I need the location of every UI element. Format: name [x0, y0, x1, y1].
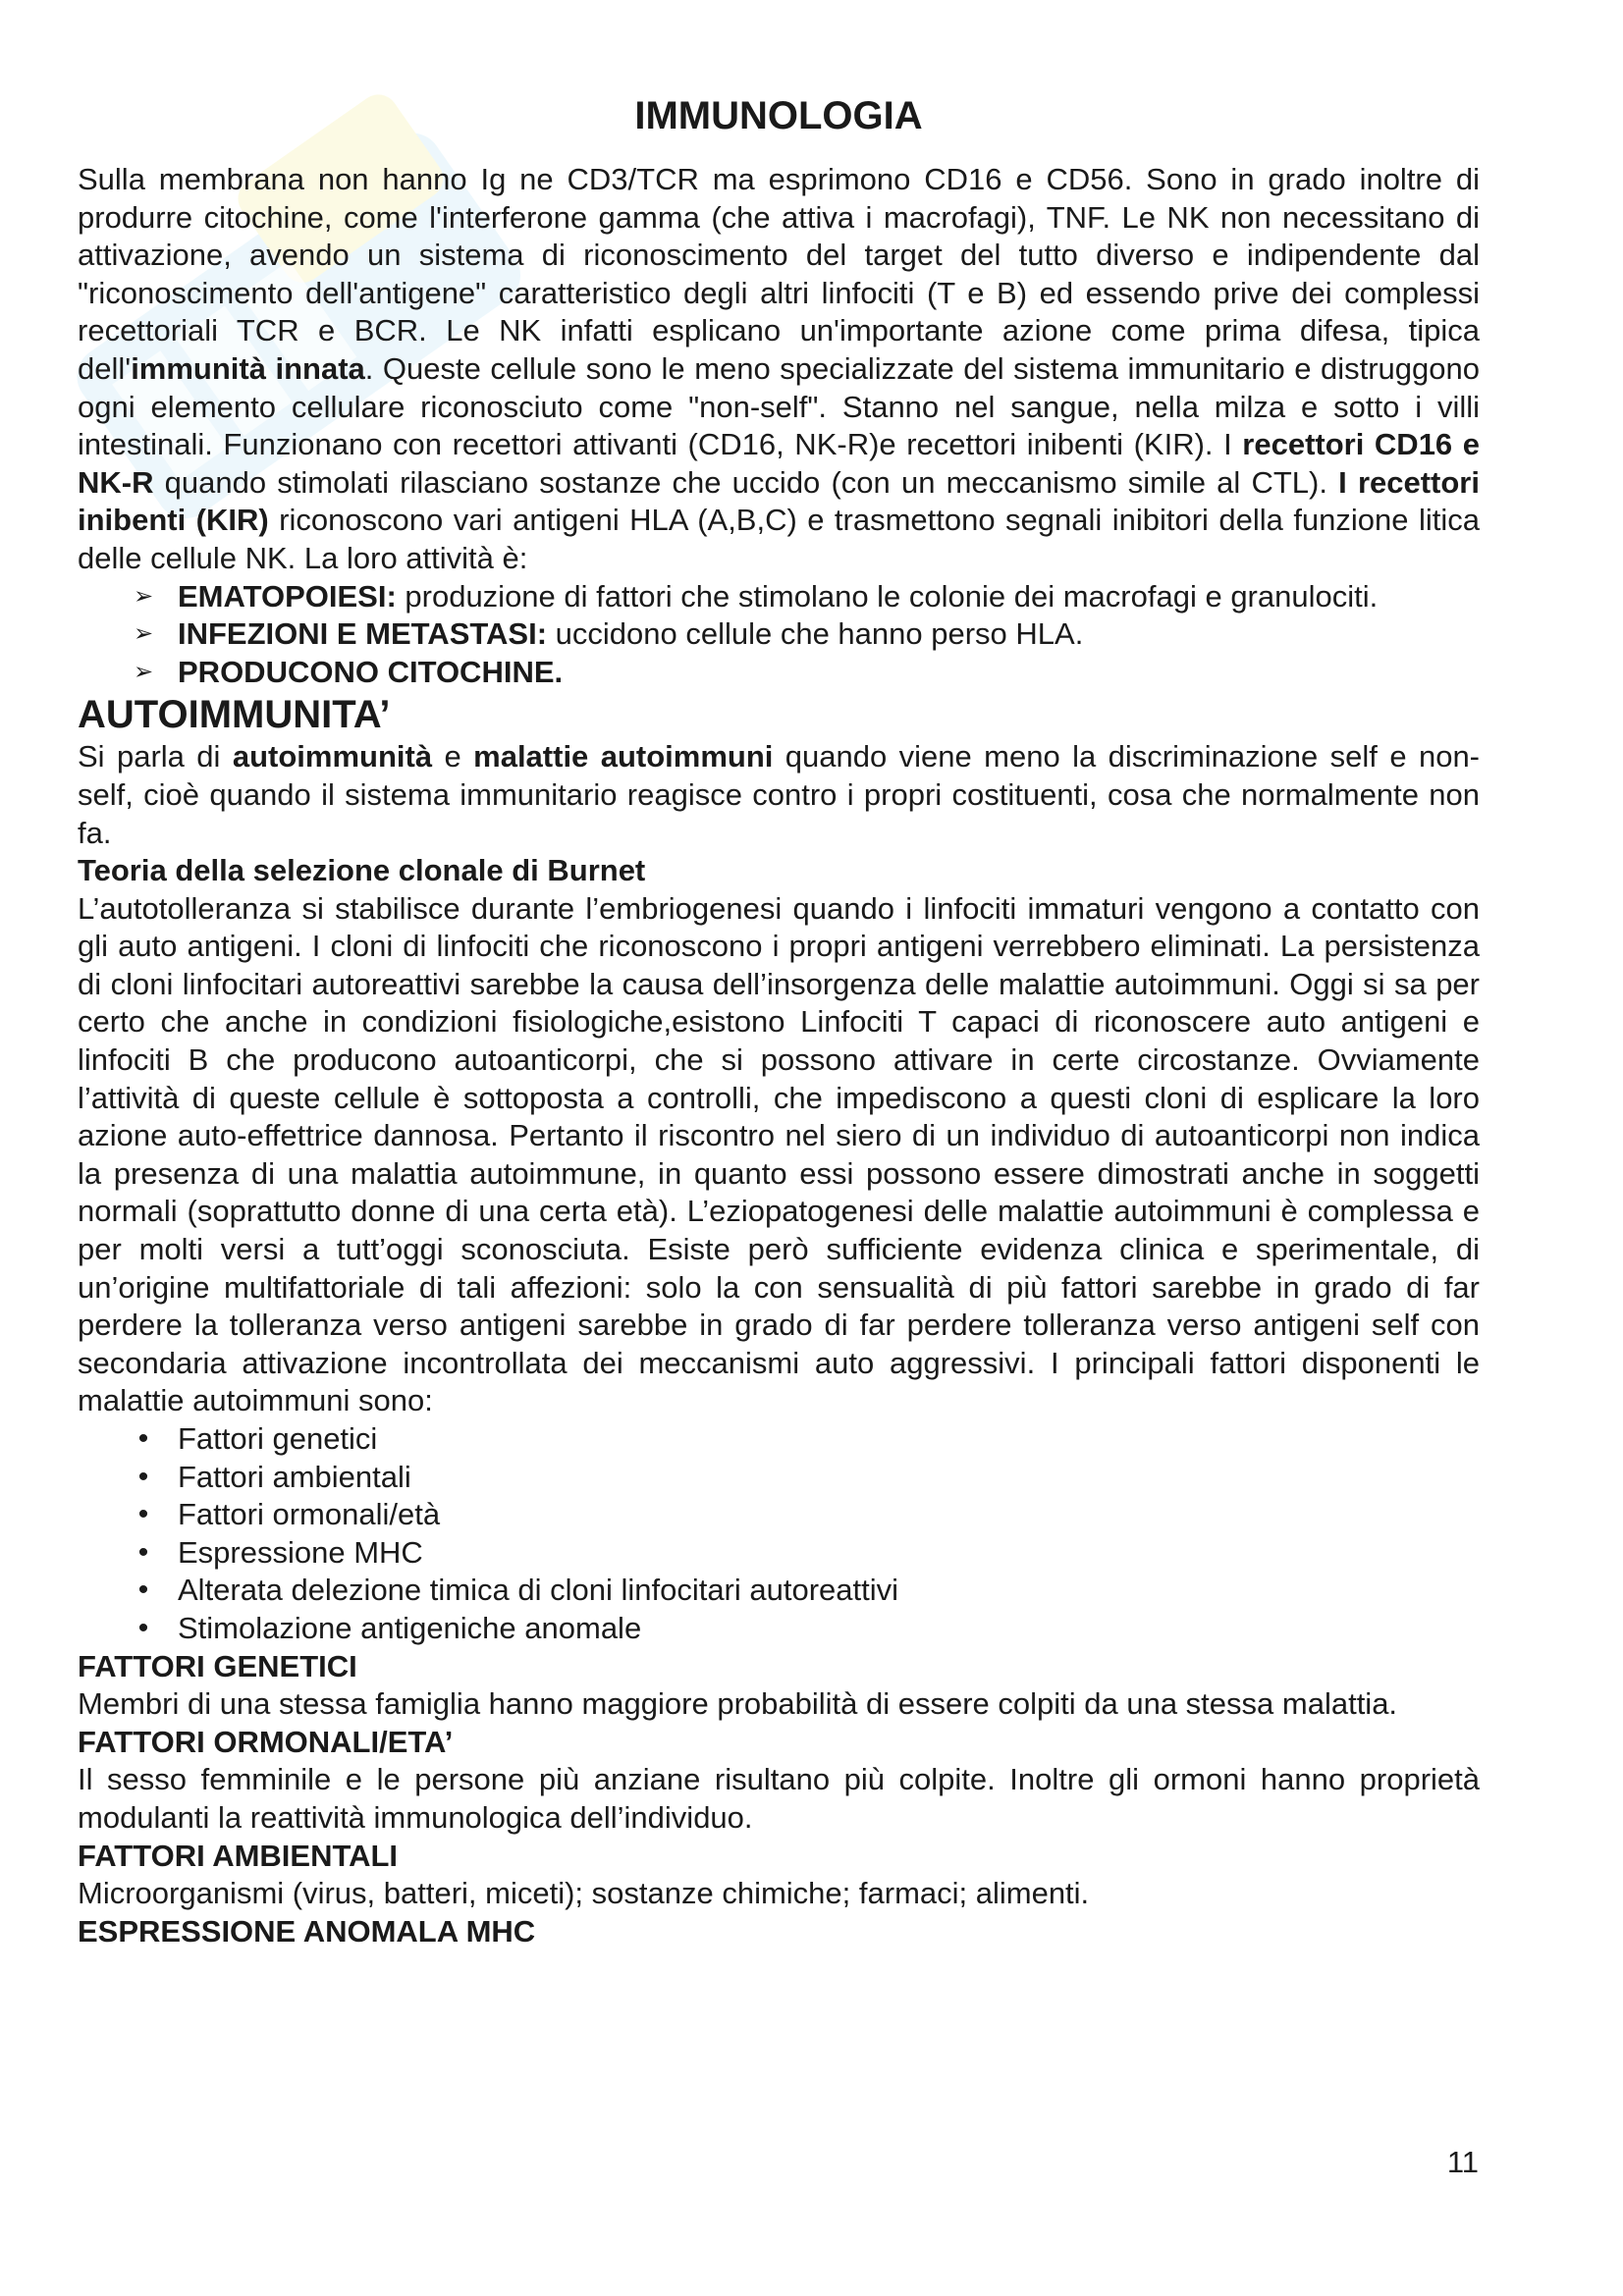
page-title: IMMUNOLOGIA	[634, 94, 923, 137]
bullet-dot-icon: •	[137, 1574, 149, 1607]
nk-bold-innate-immunity: immunità innata	[131, 350, 365, 386]
nk-activities-list	[78, 578, 1480, 692]
nk-bold-inhibiting-receptors: I recettori inibenti (KIR)	[78, 464, 1480, 538]
arrow-bullet-icon: ➢	[133, 582, 154, 610]
activity-label: EMATOPOIESI:	[178, 578, 397, 614]
intro-text-1: Si parla di	[78, 739, 233, 774]
list-item	[78, 1420, 1480, 1459]
list-item	[78, 1572, 1480, 1610]
factor-text: Fattori genetici	[178, 1421, 378, 1456]
burnet-heading: Teoria della selezione clonale di Burnet	[78, 853, 646, 888]
factor-text: Fattori ambientali	[178, 1459, 411, 1494]
genetic-factors-heading: FATTORI GENETICI	[78, 1648, 357, 1683]
autoimmunity-intro	[78, 738, 1480, 852]
list-item	[78, 654, 1480, 692]
hormonal-factors-heading: FATTORI ORMONALI/ETA’	[78, 1724, 454, 1759]
nk-cells-paragraph	[78, 161, 1480, 578]
bullet-dot-icon: •	[137, 1611, 149, 1644]
nk-text-2: . Queste cellule sono le meno specializzate del sistema immunitario e distruggono ogni elemento cellulare riconosciuto come "non-self". Stanno nel sangue, nella milza e sotto i villi intestinali. Funzionano con recettori attivanti (CD16, NK-R)e recettori inibenti (KIR). I	[78, 350, 1480, 462]
activity-text: produzione di fattori che stimolano le colonie dei macrofagi e granulociti.	[396, 578, 1379, 614]
burnet-paragraph: L’autotolleranza si stabilisce durante l’embriogenesi quando i linfociti immaturi vengono a contatto con gli auto antigeni. I cloni di linfociti che riconoscono i propri antigeni verrebbero eliminati. La persistenza di cloni linfocitari autoreattivi sarebbe la causa dell’insorgenza delle malattie autoimmuni. Oggi si sa per certo che anche in condizioni fisiologiche,esistono Linfociti T capaci di riconoscere auto antigeni e linfociti B che producono autoanticorpi, che si possono attivare in certe circostanze. Ovviamente l’attività di queste cellule è sottoposta a controlli, che impediscono a questi cloni di esplicare la loro azione auto-effettrice dannosa. Pertanto il riscontro nel siero di un individuo di autoanticorpi non indica la presenza di una malattia autoimmune, in quanto essi possono essere dimostrati anche in soggetti normali (soprattutto donne di una certa età). L’eziopatogenesi delle malattie autoimmuni è complessa e per molti versi a tutt’oggi sconosciuta. Esiste però sufficiente evidenza clinica e sperimentale, di un’origine multifattoriale di tali affezioni: solo la con sensualità di più fattori sarebbe in grado di far perdere la tolleranza verso antigeni sarebbe in grado di far perdere tolleranza verso antigeni self con secondaria attivazione incontrollata dei meccanismi auto aggressivi. I principali fattori disponenti le malattie autoimmuni sono:	[78, 890, 1480, 1418]
nk-text-1: Sulla membrana non hanno Ig ne CD3/TCR ma esprimono CD16 e CD56. Sono in grado inoltre di produrre citochine, come l'interferone gamma (che attiva i macrofagi), TNF. Le NK non necessitano di attivazione, avendo un sistema di riconoscimento del target del tutto diverso e indipendente dal "riconoscimento dell'antigene" caratteristico degli altri linfociti (T e B) ed essendo prive dei complessi recettoriali TCR e BCR. Le NK infatti esplicano un'importante azione come prima difesa, tipica dell'	[78, 162, 1480, 386]
list-item	[78, 615, 1480, 654]
page-number: 11	[1446, 2145, 1479, 2179]
factors-list	[78, 1420, 1480, 1648]
list-item	[78, 1496, 1480, 1534]
intro-text-3: quando viene meno la discriminazione self e non-self, cioè quando il sistema immunitario reagisce contro i propri costituenti, cosa che normalmente non fa.	[78, 739, 1481, 850]
nk-text-3: quando stimolati rilasciano sostanze che uccido (con un meccanismo simile al CTL).	[153, 464, 1339, 500]
environmental-factors-heading: FATTORI AMBIENTALI	[78, 1838, 399, 1873]
intro-text-2: e	[432, 739, 474, 774]
autoimmunity-heading: AUTOIMMUNITA’	[78, 693, 391, 737]
activity-label: INFEZIONI E METASTASI:	[178, 616, 548, 652]
factor-text: Fattori ormonali/età	[178, 1497, 441, 1532]
activity-label: PRODUCONO CITOCHINE.	[178, 654, 564, 689]
list-item	[78, 578, 1480, 616]
hormonal-factors-text: Il sesso femminile e le persone più anziane risultano più colpite. Inoltre gli ormoni hanno proprietà modulanti la reattività immunologica dell’individuo.	[78, 1762, 1480, 1835]
factor-text: Alterata delezione timica di cloni linfocitari autoreattivi	[178, 1573, 899, 1608]
factor-text: Stimolazione antigeniche anomale	[178, 1610, 642, 1645]
bullet-dot-icon: •	[137, 1498, 149, 1531]
environmental-factors-text: Microorganismi (virus, batteri, miceti); sostanze chimiche; farmaci; alimenti.	[78, 1876, 1090, 1911]
bullet-dot-icon: •	[137, 1422, 149, 1455]
genetic-factors-text: Membri di una stessa famiglia hanno maggiore probabilità di essere colpiti da una stessa malattia.	[78, 1686, 1398, 1722]
activity-text: uccidono cellule che hanno perso HLA.	[547, 616, 1084, 652]
list-item	[78, 1534, 1480, 1573]
list-item	[78, 1610, 1480, 1648]
nk-bold-activating-receptors: recettori CD16 e NK-R	[78, 427, 1480, 500]
arrow-bullet-icon: ➢	[133, 620, 154, 648]
factor-text: Espressione MHC	[178, 1534, 423, 1570]
intro-bold-autoimmunity: autoimmunità	[232, 739, 433, 774]
bullet-dot-icon: •	[137, 1535, 149, 1569]
list-item	[78, 1459, 1480, 1497]
arrow-bullet-icon: ➢	[133, 658, 154, 685]
bullet-dot-icon: •	[137, 1460, 149, 1493]
nk-text-4: riconoscono vari antigeni HLA (A,B,C) e trasmettono segnali inibitori della funzione litica delle cellule NK. La loro attività è:	[78, 503, 1480, 575]
mhc-expression-heading: ESPRESSIONE ANOMALA MHC	[78, 1913, 536, 1949]
intro-bold-autoimmune-diseases: malattie autoimmuni	[473, 739, 774, 774]
document-page	[78, 90, 1480, 1950]
